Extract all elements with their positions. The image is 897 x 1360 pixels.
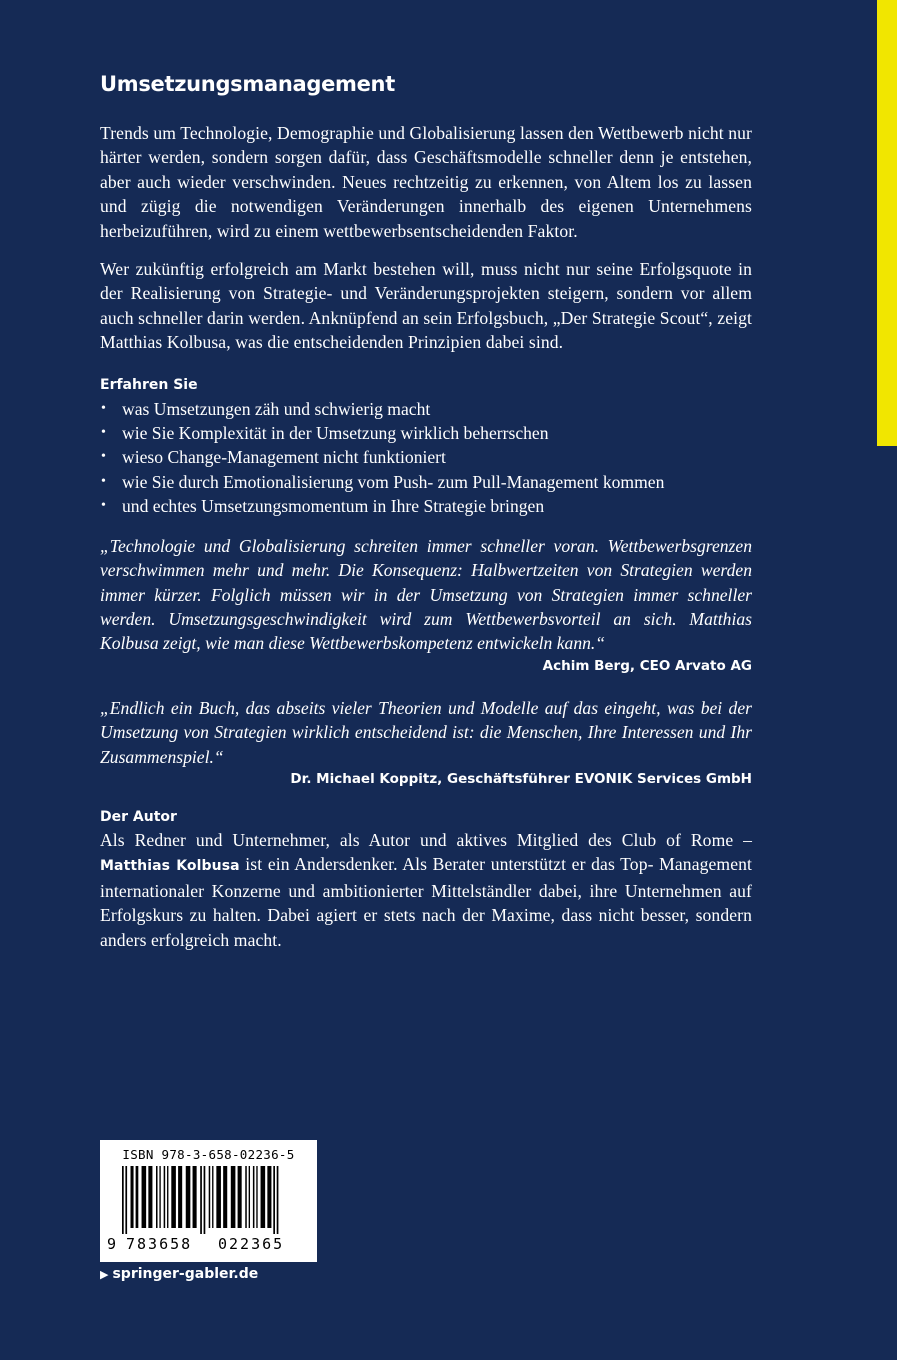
bullet-icon: • — [101, 473, 106, 489]
barcode-bar — [164, 1166, 166, 1228]
ean-right-digits: 022365 — [218, 1235, 285, 1253]
barcode-bar — [273, 1166, 275, 1234]
bullet-icon: • — [101, 498, 106, 514]
barcode-bar — [200, 1166, 202, 1234]
barcode-bar — [245, 1166, 247, 1228]
barcode-bar — [216, 1166, 221, 1228]
barcode-bar — [209, 1166, 211, 1228]
barcode-bar — [249, 1166, 250, 1228]
barcode-bar — [156, 1166, 158, 1228]
barcode-bar — [159, 1166, 160, 1228]
barcode-bar — [204, 1166, 206, 1234]
bullet-icon: • — [101, 400, 106, 416]
quote-1-attribution: Achim Berg, CEO Arvato AG — [542, 657, 752, 674]
barcode-bar — [142, 1166, 147, 1228]
barcode-bar — [193, 1166, 197, 1228]
bullet-icon: • — [101, 449, 106, 465]
yellow-spine-strip — [877, 0, 897, 446]
barcode-bar — [171, 1166, 176, 1228]
barcode-bar — [125, 1166, 127, 1234]
quote-2-attribution: Dr. Michael Koppitz, Geschäftsführer EVONIK Services GmbH — [290, 770, 752, 787]
barcode-bar — [267, 1166, 271, 1228]
ean-first-digit: 9 — [107, 1235, 117, 1253]
bullet-icon: • — [101, 425, 106, 441]
barcode-bar — [178, 1166, 182, 1228]
intro-paragraph-2: Wer zukünftig erfolgreich am Markt bestehen will, muss nicht nur seine Erfolgsquote in der Realisierung von Strategie- und Veränderungsprojekten steigern, sondern vor allem auch schneller darin werden. Anknüpfend an sein Erfolgsbuch, „Der Strategie Scout“, zeigt Matthias Kolbusa, was die entscheidenden Prinzipien dabei sind. — [100, 259, 752, 353]
isbn-label: ISBN 978-3-658-02236-5 — [122, 1147, 295, 1162]
barcode-bar — [256, 1166, 257, 1228]
barcode-bar — [231, 1166, 236, 1228]
barcode-bar — [223, 1166, 227, 1228]
website-url: springer-gabler.de — [112, 1266, 259, 1282]
quote-2-text: „Endlich ein Buch, das abseits vieler Theorien und Modelle auf das eingeht, was bei der Umsetzung von Strategien wirklich entscheidend ist: die Menschen, Ihre Interessen und Ihr Zusammenspiel.“ — [100, 697, 752, 767]
quote-1-text: „Technologie und Globalisierung schreiten immer schneller voran. Wettbewerbsgrenzen verschwimmen mehr und mehr. Die Konsequenz: Halbwertzeiten von Strategien werden immer kürzer. Folglich müssen wir in der Umsetzung von Strategien immer schneller werden. Umsetzungsgeschwindigkeit wird zum Wettbewerbsvorteil an sich. Matthias Kolbusa zeigt, wie man diese Wettbewerbskompetenz entwickeln kann.“ — [100, 535, 752, 654]
list-item: • wie Sie Komplexität in der Umsetzung wirklich beherrschen — [100, 421, 752, 445]
author-heading: Der Autor — [100, 808, 177, 825]
list-item: • und echtes Umsetzungsmomentum in Ihre Strategie bringen — [100, 494, 752, 518]
author-name: Matthias Kolbusa — [100, 858, 240, 875]
play-arrow-icon: ▶ — [100, 1268, 109, 1281]
barcode-bar — [136, 1166, 139, 1228]
isbn-barcode — [100, 1140, 317, 1262]
barcode-bar — [253, 1166, 255, 1228]
learn-heading: Erfahren Sie — [100, 376, 198, 393]
barcode-bars — [122, 1166, 296, 1234]
barcode-bar — [186, 1166, 191, 1228]
list-item: • wie Sie durch Emotionalisierung vom Push- zum Pull-Management kommen — [100, 470, 752, 494]
barcode-bar — [277, 1166, 279, 1234]
barcode-bar — [238, 1166, 242, 1228]
barcode-bar — [148, 1166, 152, 1228]
author-bio: Als Redner und Unternehmer, als Autor und aktives Mitglied des Club of Rome – Matthias Kolbusa ist ein Andersdenker. Als Berater unterstützt er das Top- Management internationaler Konzerne und ambitionierter Mittelständler dabei, ihre Unternehmen auf Erfolgskurs zu halten. Dabei agiert er stets nach der Maxime, dass nicht besser, sondern anders erfolgreich macht. — [100, 829, 752, 950]
barcode-bar — [122, 1166, 124, 1234]
learn-list — [100, 397, 752, 519]
ean-left-digits: 783658 — [126, 1235, 193, 1253]
book-title: Umsetzungsmanagement — [100, 72, 395, 96]
back-cover-content — [100, 72, 752, 966]
publisher-website[interactable] — [100, 1266, 258, 1282]
barcode-bar — [261, 1166, 266, 1228]
list-item: • was Umsetzungen zäh und schwierig macht — [100, 397, 752, 421]
ean-digits — [100, 1233, 317, 1259]
barcode-bar — [131, 1166, 134, 1228]
intro-paragraph-1: Trends um Technologie, Demographie und Globalisierung lassen den Wettbewerb nicht nur härter werden, sondern sorgen dafür, dass Geschäftsmodelle schneller denn je entstehen, aber auch wieder verschwinden. Neues rechtzeitig zu erkennen, von Altem los zu lassen und zügig die notwendigen Veränderungen innerhalb des eigenen Unternehmens herbeizuführen, wird zu einem wettbewerbsentscheidenden Faktor. — [100, 123, 752, 241]
list-item: • wieso Change-Management nicht funktioniert — [100, 445, 752, 469]
barcode-bar — [212, 1166, 213, 1228]
barcode-bar — [167, 1166, 168, 1228]
